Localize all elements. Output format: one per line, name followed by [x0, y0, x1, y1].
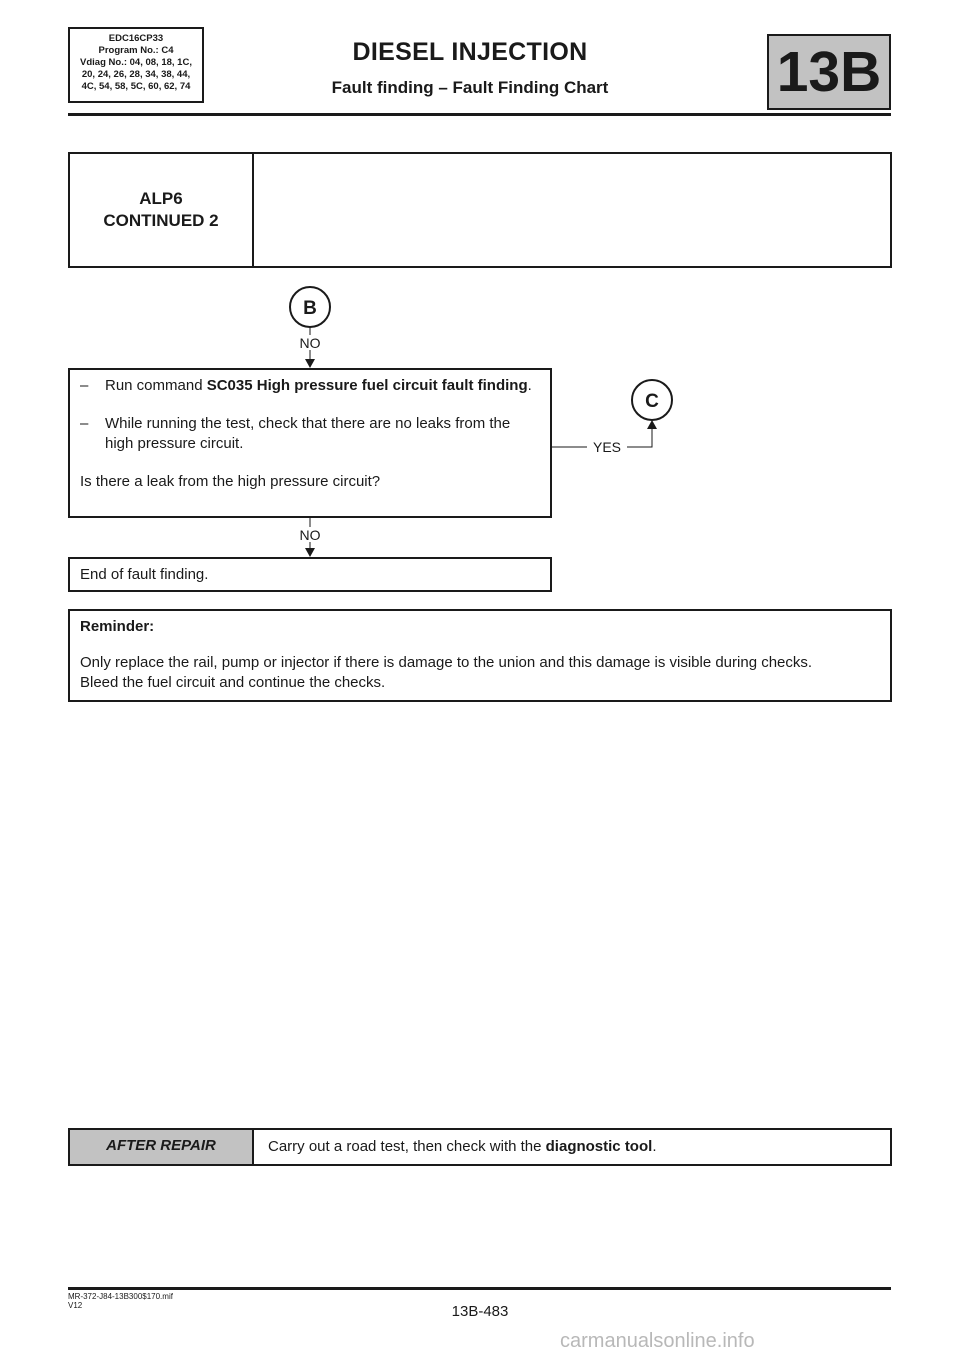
arrowhead-up: [647, 420, 657, 429]
reminder-title: Reminder:: [80, 618, 155, 635]
step-item-suffix: .: [527, 377, 532, 394]
connector-b-label: B: [303, 298, 317, 319]
footer-file-ref: MR-372-J84-13B300$170.mif: [68, 1292, 173, 1301]
alp-code: ALP6: [139, 189, 183, 208]
after-repair-suffix: .: [652, 1138, 657, 1155]
step-run-command-box: [68, 368, 552, 518]
step-item-prefix: Run command: [105, 377, 207, 394]
page-title: DIESEL INJECTION: [352, 38, 588, 66]
flowchart-connectors: [0, 0, 960, 620]
command-name: SC035 High pressure fuel circuit fault finding: [206, 377, 528, 394]
arrow-no-label: NO: [299, 335, 321, 351]
step-item-check-leaks: [80, 414, 540, 454]
after-repair-prefix: Carry out a road test, then check with the: [268, 1138, 546, 1155]
reminder-line: Bleed the fuel circuit and continue the checks.: [80, 674, 386, 691]
diagnostic-tool-term: diagnostic tool: [545, 1138, 653, 1155]
arrowhead-down: [305, 359, 315, 368]
step-item-run-command: [80, 376, 540, 396]
arrowhead-down: [305, 548, 315, 557]
arrow-no-label: NO: [299, 527, 321, 543]
step-question: Is there a leak from the high pressure circuit?: [80, 473, 381, 490]
footer-version: V12: [68, 1301, 83, 1310]
watermark: carmanualsonline.info: [560, 1330, 755, 1352]
step-end-text: End of fault finding.: [80, 566, 209, 583]
section-badge: 13B: [767, 34, 891, 110]
footer-reference: [68, 1292, 173, 1310]
ecu-line: Vdiag No.: 04, 08, 18, 1C,: [80, 57, 192, 68]
page-subtitle: Fault finding – Fault Finding Chart: [331, 78, 609, 97]
page-number: 13B-483: [451, 1303, 509, 1320]
alp-continued: CONTINUED 2: [103, 211, 219, 230]
arrow-yes-label: YES: [592, 439, 622, 455]
after-repair-text: [268, 1137, 656, 1157]
step-end-box: [68, 557, 552, 592]
ecu-line: 4C, 54, 58, 5C, 60, 62, 74: [81, 81, 191, 92]
ecu-line: EDC16CP33: [108, 33, 164, 44]
dash-bullet: –: [80, 377, 89, 394]
connector-c-label: C: [645, 391, 659, 412]
reminder-line: Only replace the rail, pump or injector if there is damage to the union and this damage is visible during checks.: [80, 654, 813, 671]
after-repair-box: [68, 1128, 892, 1166]
footer-divider: [68, 1287, 891, 1290]
connector-b: [290, 287, 330, 327]
ecu-line: Program No.: C4: [98, 45, 174, 56]
ecu-line: 20, 24, 26, 28, 34, 38, 44,: [81, 69, 191, 80]
step-item-text: While running the test, check that there are no leaks from the high pressure circuit.: [105, 415, 511, 452]
reminder-box: [68, 609, 892, 702]
dash-bullet: –: [80, 415, 89, 432]
connector-c: [632, 380, 672, 420]
after-repair-label: AFTER REPAIR: [70, 1130, 254, 1164]
